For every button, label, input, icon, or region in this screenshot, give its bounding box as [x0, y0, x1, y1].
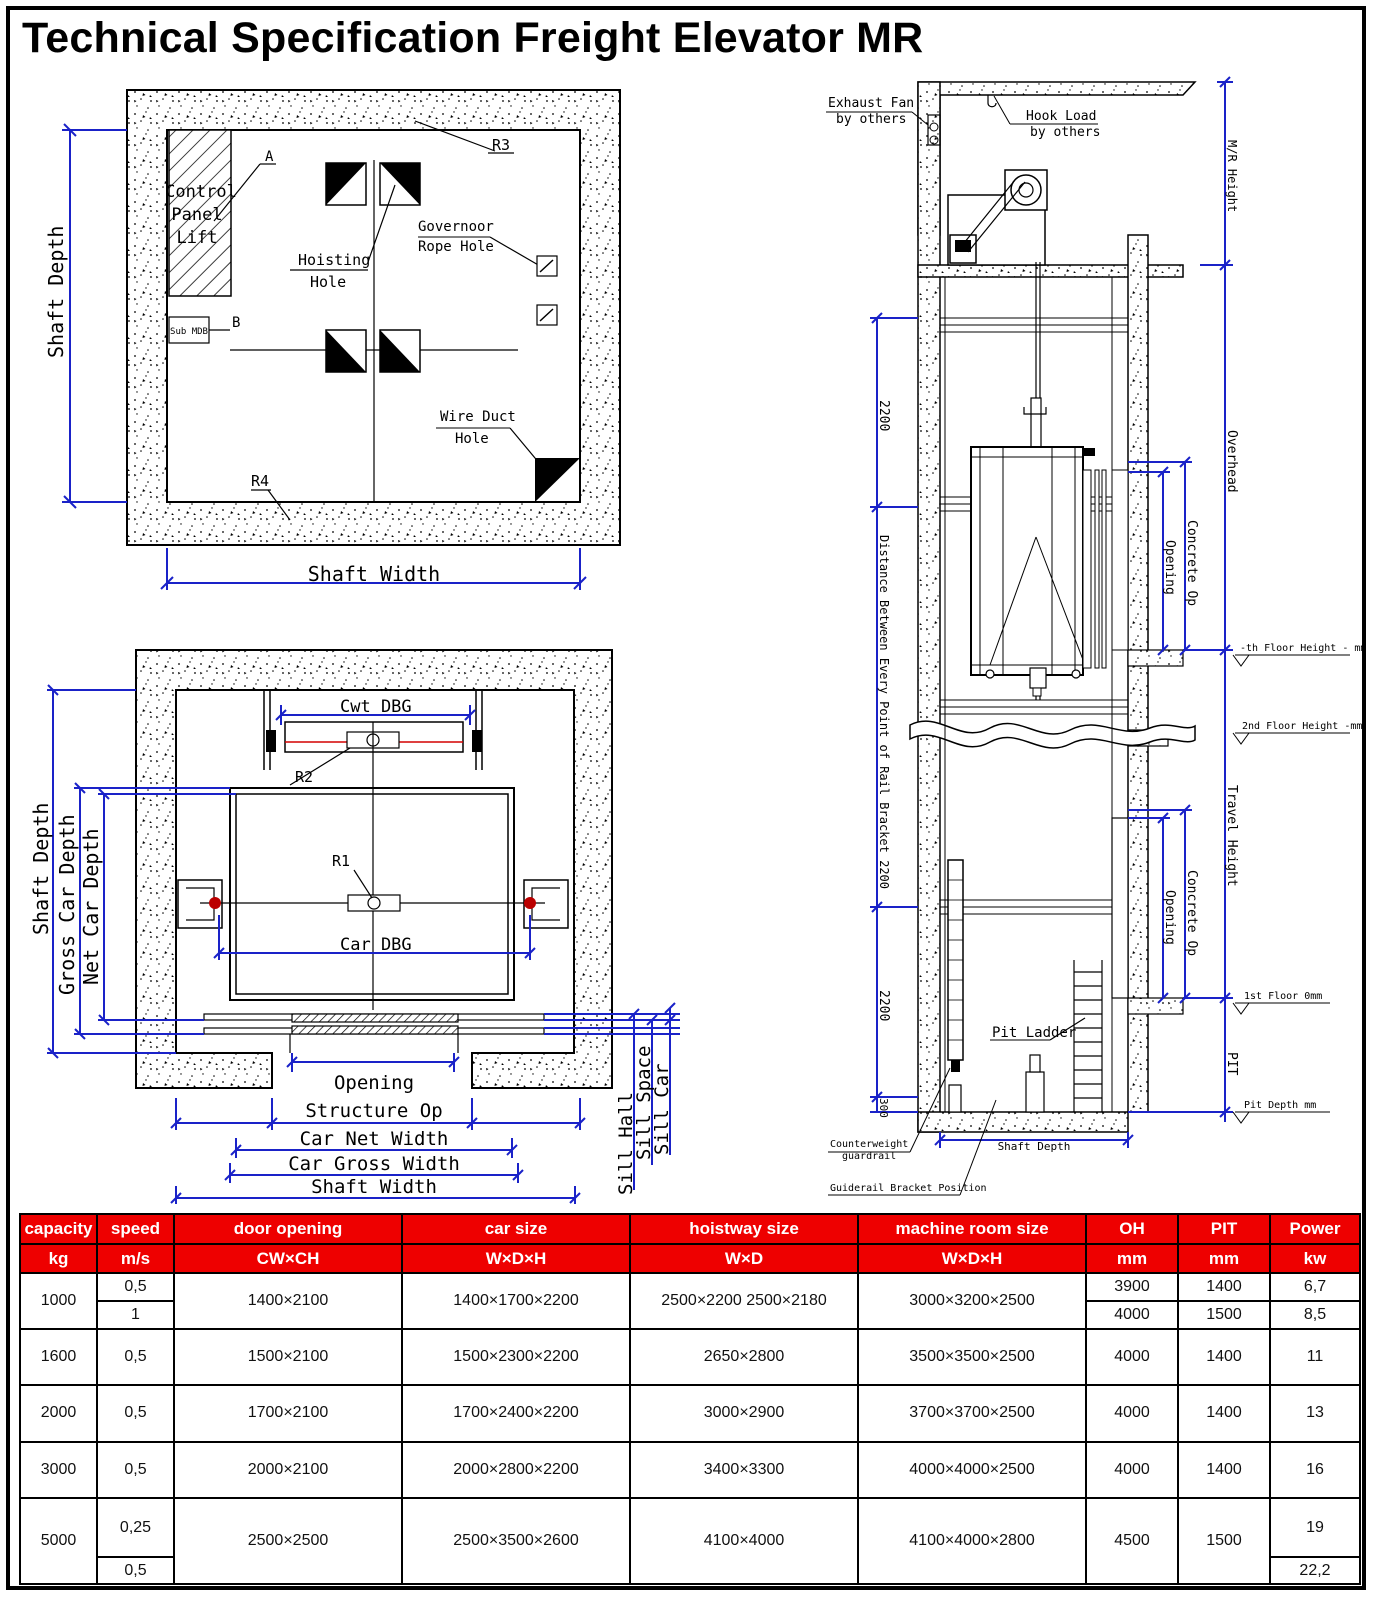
- cell-machine: 3700×3700×2500: [858, 1385, 1086, 1441]
- pit-ladder: [1074, 960, 1102, 1112]
- cwt-dbg-label: Cwt DBG: [340, 697, 412, 717]
- wire-duct-label-1: Wire Duct: [440, 409, 516, 425]
- cell-pit: 1400: [1178, 1385, 1270, 1441]
- cell-door: 1500×2100: [174, 1329, 402, 1385]
- dim-2200-bottom: 2200: [876, 990, 891, 1022]
- cell-oh: 4000: [1086, 1385, 1178, 1441]
- car-net-width-label: Car Net Width: [299, 1128, 449, 1150]
- cell-power: 8,5: [1270, 1301, 1360, 1329]
- sill-hall-label: Sill Hall: [615, 1092, 637, 1195]
- cell-car: 2000×2800×2200: [402, 1442, 630, 1498]
- door-sill-2: [292, 1026, 458, 1034]
- cell-capacity: 1000: [20, 1273, 97, 1328]
- hoisting-hole-label-1: Hoisting: [298, 251, 371, 269]
- unit-door-opening: CW×CH: [174, 1244, 402, 1274]
- control-panel-label-2: Panel: [171, 205, 223, 225]
- net-car-depth-label: Net Car Depth: [79, 828, 103, 985]
- cell-machine: 4100×4000×2800: [858, 1498, 1086, 1584]
- unit-speed: m/s: [97, 1244, 174, 1274]
- col-door-opening: door opening: [174, 1214, 402, 1244]
- cell-pit: 1400: [1178, 1442, 1270, 1498]
- cell-door: 2500×2500: [174, 1498, 402, 1584]
- section-right-wall: [1128, 235, 1148, 1112]
- cell-oh: 4500: [1086, 1498, 1178, 1584]
- wire-duct-hole: [535, 458, 580, 502]
- cell-oh: 4000: [1086, 1301, 1178, 1329]
- machine-room-plan: [44, 90, 620, 590]
- cell-hoistway: 2500×2200 2500×2180: [630, 1273, 858, 1328]
- cell-oh: 4000: [1086, 1442, 1178, 1498]
- sill-car-label: Sill Car: [651, 1063, 673, 1155]
- concrete-op-label-1: Concrete Op: [1184, 520, 1199, 607]
- sill-space-label: Sill Space: [633, 1045, 655, 1160]
- car-inner: [236, 794, 508, 994]
- unit-car-size: W×D×H: [402, 1244, 630, 1274]
- cell-capacity: 1600: [20, 1329, 97, 1385]
- cell-pit: 1400: [1178, 1273, 1270, 1301]
- cwt-guardrail-label-1: Counterweight: [830, 1139, 909, 1150]
- table-units-row: [20, 1244, 1360, 1274]
- top-shaft-width-label: Shaft Width: [307, 562, 441, 586]
- concrete-op-label-2: Concrete Op: [1184, 870, 1199, 957]
- cell-power: 11: [1270, 1329, 1360, 1385]
- car-outer: [230, 788, 514, 1000]
- cell-speed: 0,5: [97, 1557, 174, 1584]
- cell-door: 2000×2100: [174, 1442, 402, 1498]
- floor-2nd-label: 2nd Floor Height -mm: [1242, 721, 1363, 732]
- control-panel-label-3: Lift: [176, 228, 218, 248]
- cell-door: 1400×2100: [174, 1273, 402, 1328]
- label-r4: R4: [251, 472, 270, 490]
- hook-load-label-1: Hook Load: [1026, 109, 1097, 124]
- rail-distance-label: Distance Between Every Point of Rail Bracket 2200: [877, 535, 891, 890]
- travel-height-label: Travel Height: [1224, 785, 1239, 887]
- label-r1: R1: [332, 852, 351, 870]
- table-row: [20, 1329, 1360, 1385]
- page-title: Technical Specification Freight Elevator MR: [22, 14, 924, 62]
- car-gross-width-label: Car Gross Width: [288, 1153, 460, 1175]
- exhaust-fan-label-2: by others: [836, 112, 907, 127]
- label-r3: R3: [492, 136, 511, 154]
- pit-floor: [918, 1112, 1128, 1132]
- cell-car: 1500×2300×2200: [402, 1329, 630, 1385]
- unit-oh: mm: [1086, 1244, 1178, 1274]
- elevator-section: [826, 77, 1366, 1195]
- unit-power: kw: [1270, 1244, 1360, 1274]
- dim-300: 300: [877, 1098, 890, 1118]
- table-row: [20, 1498, 1360, 1557]
- label-b: B: [232, 315, 241, 331]
- opening-label: Opening: [333, 1072, 415, 1094]
- pit-buffer: [1026, 1072, 1044, 1112]
- section-shaft-depth-label: Shaft Depth: [997, 1140, 1071, 1153]
- overhead-label: Overhead: [1224, 430, 1239, 493]
- pit-ladder-label: Pit Ladder: [992, 1025, 1077, 1041]
- cell-machine: 3000×3200×2500: [858, 1273, 1086, 1328]
- unit-hoistway-size: W×D: [630, 1244, 858, 1274]
- bottom-shaft-width-label: Shaft Width: [311, 1176, 437, 1198]
- cell-car: 1400×1700×2200: [402, 1273, 630, 1328]
- hoistway-plan: [29, 650, 680, 1204]
- governor-label-1: Governoor: [418, 219, 494, 235]
- col-car-size: car size: [402, 1214, 630, 1244]
- door-sill-1: [292, 1014, 458, 1022]
- cell-power: 16: [1270, 1442, 1360, 1498]
- cell-power: 13: [1270, 1385, 1360, 1441]
- cell-hoistway: 4100×4000: [630, 1498, 858, 1584]
- cell-pit: 1500: [1178, 1301, 1270, 1329]
- pit-depth-label: Pit Depth mm: [1244, 1100, 1317, 1111]
- col-machine-room-size: machine room size: [858, 1214, 1086, 1244]
- hoisting-hole-label-2: Hole: [310, 273, 347, 291]
- car-dbg-label: Car DBG: [340, 935, 412, 955]
- section-left-wall: [918, 82, 940, 1132]
- label-a: A: [265, 149, 274, 165]
- cell-capacity: 3000: [20, 1442, 97, 1498]
- cell-speed: 0,5: [97, 1442, 174, 1498]
- cell-oh: 4000: [1086, 1329, 1178, 1385]
- cell-speed: 0,5: [97, 1385, 174, 1441]
- cell-door: 1700×2100: [174, 1385, 402, 1441]
- cell-capacity: 5000: [20, 1498, 97, 1584]
- cell-speed: 0,5: [97, 1329, 174, 1385]
- pit-label: PIT: [1224, 1052, 1239, 1076]
- cell-speed: 0,25: [97, 1498, 174, 1557]
- mr-height-label: M/R Height: [1225, 140, 1239, 213]
- cell-oh: 3900: [1086, 1273, 1178, 1301]
- col-capacity: capacity: [20, 1214, 97, 1244]
- unit-capacity: kg: [20, 1244, 97, 1274]
- cell-power: 22,2: [1270, 1557, 1360, 1584]
- bottom-shaft-depth-label: Shaft Depth: [29, 802, 53, 935]
- cell-car: 1700×2400×2200: [402, 1385, 630, 1441]
- table-row: [20, 1442, 1360, 1498]
- exhaust-fan-label-1: Exhaust Fan: [828, 96, 915, 111]
- cell-power: 6,7: [1270, 1273, 1360, 1301]
- traction-sheave: [1011, 175, 1041, 205]
- cell-machine: 4000×4000×2500: [858, 1442, 1086, 1498]
- dim-2200-top: 2200: [876, 400, 891, 432]
- governor-label-2: Rope Hole: [418, 239, 494, 255]
- opening-label-2: Opening: [1162, 890, 1177, 945]
- cell-car: 2500×3500×2600: [402, 1498, 630, 1584]
- col-power: Power: [1270, 1214, 1360, 1244]
- structure-op-label: Structure Op: [305, 1100, 443, 1122]
- cell-machine: 3500×3500×2500: [858, 1329, 1086, 1385]
- table-header-row: [20, 1214, 1360, 1244]
- top-shaft-depth-label: Shaft Depth: [44, 225, 68, 358]
- cell-hoistway: 2650×2800: [630, 1329, 858, 1385]
- landing-door-2: [1112, 470, 1128, 650]
- cell-power: 19: [1270, 1498, 1360, 1557]
- unit-machine-room-size: W×D×H: [858, 1244, 1086, 1274]
- opening-label-1: Opening: [1162, 540, 1177, 595]
- gross-car-depth-label: Gross Car Depth: [55, 814, 79, 995]
- floor-1st-label: 1st Floor 0mm: [1244, 991, 1323, 1002]
- cell-speed: 0,5: [97, 1273, 174, 1301]
- guiderail-bracket-label: Guiderail Bracket Position: [830, 1183, 987, 1194]
- col-hoistway-size: hoistway size: [630, 1214, 858, 1244]
- col-pit: PIT: [1178, 1214, 1270, 1244]
- hook-load-label-2: by others: [1030, 125, 1101, 140]
- wire-duct-label-2: Hole: [455, 431, 489, 447]
- col-oh: OH: [1086, 1214, 1178, 1244]
- cell-pit: 1500: [1178, 1498, 1270, 1584]
- cell-pit: 1400: [1178, 1329, 1270, 1385]
- cell-hoistway: 3000×2900: [630, 1385, 858, 1441]
- label-r2: R2: [295, 768, 314, 786]
- col-speed: speed: [97, 1214, 174, 1244]
- table-row: [20, 1273, 1360, 1301]
- cell-hoistway: 3400×3300: [630, 1442, 858, 1498]
- spec-table: [19, 1213, 1361, 1585]
- unit-pit: mm: [1178, 1244, 1270, 1274]
- floor-nth-label: -th Floor Height - mm: [1240, 643, 1367, 654]
- control-panel-label-1: Control: [165, 182, 237, 202]
- cwt-guardrail-label-2: guardrail: [842, 1151, 897, 1162]
- sub-mdb-label: Sub MDB: [170, 327, 208, 337]
- landing-door-1: [1112, 818, 1128, 998]
- cell-speed: 1: [97, 1301, 174, 1329]
- cell-capacity: 2000: [20, 1385, 97, 1441]
- table-row: [20, 1385, 1360, 1441]
